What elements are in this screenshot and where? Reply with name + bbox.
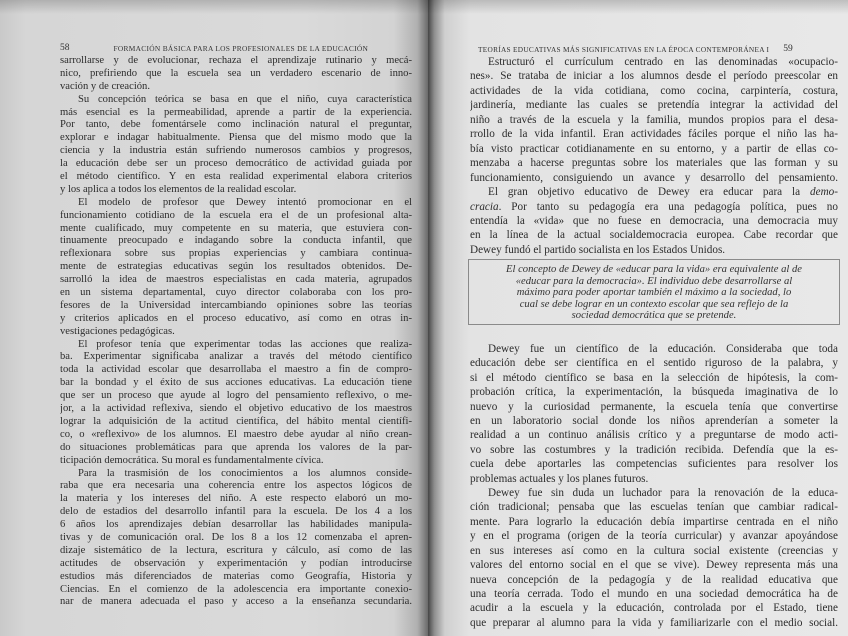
text-line: nes». Se trataba de iniciar a los alumnos desde el período preescolar en bbox=[470, 70, 838, 83]
text-line: explorar e indagar habitualmente. Piensa que del mismo modo que la bbox=[60, 132, 412, 144]
text-line: más esencial es la permeabilidad, aprende a partir de la experiencia. bbox=[60, 106, 412, 118]
right-page bbox=[428, 0, 848, 636]
text-line: Ciencias. En el comienzo de la adolescencia era importante conexio- bbox=[60, 583, 412, 595]
text-line: Por tanto, debe fomentársele como inclinación natural el preguntar, bbox=[60, 119, 412, 131]
text-line: realidad a un continuo análisis crítico y a preguntarse de modo acti- bbox=[470, 429, 838, 442]
text-line: y criterios aplicados en el proceso educativo, así como en otras in- bbox=[60, 312, 412, 324]
text-line: rrollo de la vida infantil. Eran actividades fáciles porque el niño las ha- bbox=[470, 128, 838, 141]
text-line: tivas y de comunicación oral. De los 8 a los 12 comenzaba el apren- bbox=[60, 531, 412, 543]
text-line: que preparar al alumno para la vida y familiarizarle con el medio social. bbox=[470, 616, 838, 629]
text-line: toda la actividad escolar que desarrollaba el maestro a fin de compro- bbox=[60, 364, 412, 376]
text-line: y los aplica a todos los elementos de la realidad escolar. bbox=[60, 183, 297, 195]
text-line: mente cualificado, muy competente en su materia, que estuviera con- bbox=[60, 222, 412, 234]
text-line: fesores de la Universidad intercambiando opiniones sobre las teorías bbox=[60, 299, 412, 311]
text-line: Para la trasmisión de los conocimientos a los alumnos conside- bbox=[78, 467, 412, 479]
text-line: El modelo de profesor que Dewey intentó promocionar en el bbox=[78, 196, 412, 208]
text-line: delo de estadios del desarrollo infantil para la escuela. De los 4 a los bbox=[60, 506, 412, 518]
text-line: Dewey fue sin duda un luchador para la renovación de la educa- bbox=[488, 487, 838, 500]
text-line: funcionamiento, consiguiendo un avance y desarrollo del pensamiento. bbox=[470, 171, 838, 184]
text-line: acudir a la escuela y la educación, controlada por el Estado, tiene bbox=[470, 602, 838, 615]
text-line: mente de estrategias educativas según los resultados obtenidos. De- bbox=[60, 261, 412, 273]
text-line: actividades de la vida cotidiana, como cocina, carpintería, costura, bbox=[470, 84, 838, 97]
text-line: actitudes de observación y experimentación y podían introducirse bbox=[60, 557, 412, 569]
right-page-body-top bbox=[470, 55, 838, 257]
text-line: educación debe ser científica en el sentido riguroso de la palabra, y bbox=[470, 357, 838, 370]
text-line: bía visto practicar cotidianamente en su entorno, y a partir de ellas co- bbox=[470, 142, 838, 155]
quote-line: sociedad democrática que se pretende. bbox=[571, 310, 737, 321]
quote-line: cual se debe lograr en un contexto escolar que sea reflejo de la bbox=[519, 298, 789, 310]
text-line: y en el programa (origen de la teoría curricular) y avanzar apoyándose bbox=[470, 530, 838, 543]
text-line: ticipación democrática. Su moral es fundamentalmente cívica. bbox=[60, 454, 324, 466]
text-line: 6 años los aprendizajes debían desarrollar las habilidades manipula- bbox=[60, 519, 412, 531]
text-line: problemas actuales y los planes futuros. bbox=[470, 472, 649, 485]
quote-box bbox=[468, 259, 840, 325]
text-line: jor, a la actividad reflexiva, siendo el objetivo educativo de los maestros bbox=[60, 403, 412, 415]
text-line: Dewey fue un científico de la educación. Consideraba que toda bbox=[488, 343, 838, 355]
text-line: probación crítica, la experimentación, la búsqueda imaginativa de lo bbox=[470, 386, 838, 399]
text-line: El profesor tenía que experimentar todas las acciones que realiza- bbox=[78, 338, 412, 350]
running-head-title: FORMACIÓN BÁSICA PARA LOS PROFESIONALES DE LA EDUCACIÓN bbox=[113, 43, 369, 53]
page-number: 58 bbox=[60, 43, 70, 54]
text-line: el método científico. Y en esta realidad experimental elabora criterios bbox=[60, 171, 412, 183]
text-line: Su concepción teórica se basa en que el niño, cuya característica bbox=[78, 93, 412, 105]
text-line: mente. Para lograrlo la educación debía impartirse centrada en el niño bbox=[470, 515, 838, 528]
text-line: vación y de creación. bbox=[60, 80, 151, 92]
text-line: dizaje sistemático de la lectura, escritura y cálculo, así como de las bbox=[60, 544, 412, 556]
text-line: valores del entorno social en el que se vive). Dewey representa más una bbox=[470, 559, 838, 572]
text-line: estudios más diferenciados de materias como Geografía, Historia y bbox=[60, 570, 412, 582]
text-line: vestigaciones pedagógicas. bbox=[60, 325, 175, 337]
text-line: bar la bondad y el éxito de sus acciones educativas. La educación tiene bbox=[60, 377, 412, 389]
right-page-body-bottom bbox=[470, 342, 838, 630]
text-line: entendía la «vida» que no fuese en democracia, una democracia muy bbox=[470, 214, 838, 227]
running-head-title: TEORÍAS EDUCATIVAS MÁS SIGNIFICATIVAS EN LA ÉPOCA CONTEMPORÁNEA I bbox=[478, 44, 770, 54]
text-line: la materia y los intereses del niño. A este respecto elaboró un mo- bbox=[60, 493, 412, 505]
text-line: nico, prefiriendo que la escuela sea un verdadero escenario de inno- bbox=[60, 67, 412, 79]
text-line: cuela debe aportarles las competencias suficientes para resolver los bbox=[470, 458, 838, 471]
quote-line: máximo para poder aportar también el máximo a la sociedad, lo bbox=[516, 287, 792, 298]
text-line: reflexionara sobre sus propias experiencias y cambiara continua- bbox=[60, 248, 412, 260]
left-page-body bbox=[60, 55, 412, 609]
text-line: ba. Experimentar significaba analizar a través del método científico bbox=[60, 351, 412, 363]
text-line: si el método científico se basa en la selección de hipótesis, la com- bbox=[470, 371, 838, 384]
text-line: sarrolló la idea de maestros especialistas en cada materia, agrupados bbox=[60, 274, 412, 286]
text-line bbox=[470, 200, 838, 214]
text-line: do situaciones problemáticas para que aprenda los valores de la par- bbox=[60, 441, 412, 453]
text-line: una teoría cerrada. Todo el mundo en una sociedad democrática ha de bbox=[470, 587, 838, 600]
text-line: nueva concepción de la pedagogía y de la realidad educativa que bbox=[470, 573, 838, 586]
text-line: ción tradicional; pensaba que las escuelas tenían que cambiar radical- bbox=[470, 501, 838, 514]
text-line: Dewey fundó el partido socialista en los Estados Unidos. bbox=[470, 243, 726, 256]
text-line: menzaba a hacerse preguntas sobre los materiales que las forman y su bbox=[470, 157, 838, 170]
text-line: la educación debe ser un proceso democrático de actividad guiada por bbox=[60, 158, 412, 170]
page-number: 59 bbox=[783, 44, 793, 55]
text-line: en un laboratorio social donde los niños aprenderían a someter la bbox=[470, 415, 838, 428]
text-line: nar de manera adecuada el paso y acceso a la enseñanza secundaria. bbox=[60, 596, 412, 608]
text-line: en sus intereses así como en la cultura social existente (creencias y bbox=[470, 544, 838, 557]
text-segment: El gran objetivo educativo de Dewey era educar para la bbox=[488, 186, 811, 199]
italic-segment: demo- bbox=[810, 186, 838, 199]
text-line: co, o «reflexivo» de los alumnos. El maestro debe ayudar al niño crean- bbox=[60, 428, 412, 440]
text-line: en la línea de la actual socialdemocracia europea. Cabe recordar que bbox=[470, 229, 838, 242]
text-segment: . Por tanto su pedagogía era una pedagogía política, pues no bbox=[498, 200, 838, 213]
text-line: que ser un proceso que ayude al logro del pensamiento reflexivo, o me- bbox=[60, 390, 412, 402]
italic-segment: cracia bbox=[470, 200, 499, 213]
text-line: sarrollarse y de evolucionar, rechaza el aprendizaje rutinario y mecá- bbox=[60, 55, 412, 66]
text-line bbox=[470, 185, 838, 199]
text-line: funcionamiento cotidiano de la escuela era el de un profesional alta- bbox=[60, 209, 412, 221]
text-line: jardinería, mediante las cuales se pretendía integrar la actividad del bbox=[470, 99, 838, 112]
text-line: ciencia y la industria están sufriendo numerosos cambios y progresos, bbox=[60, 145, 412, 157]
quote-line: «educar para la democracia». El individuo debe desarrollarse al bbox=[515, 275, 793, 287]
text-line: raba que era necesaria una coherencia entre los aspectos lógicos de bbox=[60, 480, 412, 492]
text-line: lograr la adquisición de la actitud científica, del hábito mental científi- bbox=[60, 415, 412, 427]
text-line: niño a través de la escuela y la familia, mundos propios para el desa- bbox=[470, 113, 838, 126]
text-line: Estructuró el currículum centrado en las denominadas «ocupacio- bbox=[488, 56, 838, 68]
quote-line: El concepto de Dewey de «educar para la vida» era equivalente al de bbox=[506, 264, 802, 275]
text-line: nuevo y la curiosidad permanente, la escuela tenía que convertirse bbox=[470, 400, 838, 413]
text-line: tinuamente preocupado e indagando sobre la conducta infantil, que bbox=[60, 235, 412, 247]
text-line: vo sobre las costumbres y la tradición recibida. Defendía que la es- bbox=[470, 443, 838, 456]
text-line: en un sistema departamental, cuyo director colaboraba con los pro- bbox=[60, 287, 412, 299]
